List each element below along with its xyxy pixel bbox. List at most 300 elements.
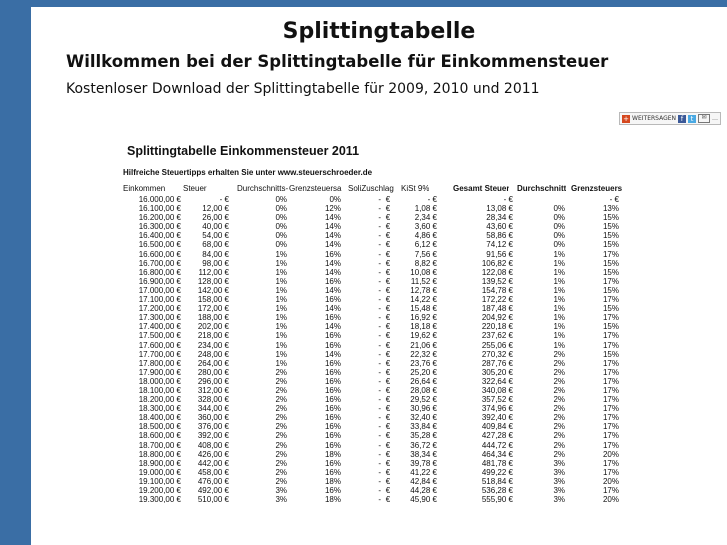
table-cell: -	[378, 376, 381, 386]
table-cell: 16%	[324, 376, 341, 386]
table-cell: -	[378, 276, 381, 286]
table-cell: 14%	[324, 213, 341, 223]
table-cell: 305,20 €	[481, 367, 513, 377]
table-cell: 38,34 €	[410, 449, 437, 459]
table-cell: 43,60 €	[486, 222, 513, 232]
table-cell: -	[378, 195, 381, 204]
table-cell: 17%	[602, 367, 619, 377]
table-cell: 16%	[324, 358, 341, 368]
mail-icon[interactable]: ✉	[698, 114, 710, 123]
table-cell: 32,40 €	[410, 413, 437, 423]
table-cell: 17.300,00 €	[138, 313, 181, 323]
table-cell: 84,00 €	[202, 249, 229, 259]
table-cell: 16%	[324, 440, 341, 450]
table-cell: 91,56 €	[486, 249, 513, 259]
table-cell: €	[385, 240, 391, 250]
facebook-icon[interactable]: f	[678, 115, 686, 123]
table-cell: €	[385, 467, 391, 477]
table-cell: €	[385, 376, 391, 386]
table-cell: 58,86 €	[486, 231, 513, 241]
table-cell: 2%	[553, 376, 565, 386]
table-cell: 16.000,00 €	[138, 195, 181, 204]
table-cell: 172,00 €	[197, 304, 229, 314]
table-cell: 17%	[602, 376, 619, 386]
table-cell: 464,34 €	[481, 449, 513, 459]
table-cell: 2%	[275, 385, 287, 395]
table-cell: 3,60 €	[414, 222, 437, 232]
table-cell: 23,76 €	[410, 358, 437, 368]
table-cell: 158,00 €	[197, 295, 229, 305]
table-cell: 0%	[275, 222, 287, 232]
table-cell: €	[385, 385, 391, 395]
table-cell: 17.800,00 €	[138, 358, 181, 368]
table-cell: 14%	[324, 285, 341, 295]
table-cell: 2%	[275, 476, 287, 486]
table-cell: 18,18 €	[410, 322, 437, 332]
table-cell: 2%	[553, 422, 565, 432]
column-header: Grenzsteuers	[571, 184, 623, 193]
table-cell: €	[385, 358, 391, 368]
table-cell: 0%	[553, 213, 565, 223]
table-cell: -	[378, 267, 381, 277]
table-cell: 16%	[324, 413, 341, 423]
table-cell: 16%	[324, 404, 341, 414]
table-cell: 237,62 €	[481, 331, 513, 341]
table-cell: 1%	[553, 295, 565, 305]
table-cell: 33,84 €	[410, 422, 437, 432]
table-cell: 17%	[602, 331, 619, 341]
table-cell: 17%	[602, 358, 619, 368]
table-cell: 1,08 €	[414, 204, 437, 214]
table-cell: 2%	[275, 440, 287, 450]
table-cell: -	[378, 258, 381, 268]
column-header: Durchschnitts-	[237, 184, 289, 193]
table-cell: 20%	[602, 476, 619, 486]
table-cell: 2%	[275, 376, 287, 386]
table-cell: 16%	[324, 385, 341, 395]
table-cell: 0%	[275, 231, 287, 241]
table-cell: €	[385, 313, 391, 323]
table-cell: 2%	[553, 440, 565, 450]
table-cell: 2%	[553, 431, 565, 441]
table-cell: 11,52 €	[410, 276, 437, 286]
table-cell: 476,00 €	[197, 476, 229, 486]
table-cell: -	[378, 322, 381, 332]
table-cell: 1%	[553, 285, 565, 295]
table-cell: €	[385, 495, 391, 505]
table-cell: 374,96 €	[481, 404, 513, 414]
table-cell: 22,32 €	[410, 349, 437, 359]
table-cell: 17%	[602, 276, 619, 286]
table-cell: 19.300,00 €	[138, 495, 181, 505]
table-cell: 154,78 €	[481, 285, 513, 295]
table-cell: 18.900,00 €	[138, 458, 181, 468]
table-cell: 17.700,00 €	[138, 349, 181, 359]
table-cell: €	[385, 258, 391, 268]
table-cell: 13,08 €	[486, 204, 513, 214]
table-cell: 3%	[553, 467, 565, 477]
table-cell: 16%	[324, 431, 341, 441]
table-cell: 2%	[275, 449, 287, 459]
table-cell: 14%	[324, 267, 341, 277]
table-cell: 10,08 €	[410, 267, 437, 277]
table-cell: 17%	[602, 458, 619, 468]
table-cell: €	[385, 276, 391, 286]
table-cell: 510,00 €	[197, 495, 229, 505]
table-cell: 68,00 €	[202, 240, 229, 250]
table-cell: 2%	[275, 467, 287, 477]
table-cell: 328,00 €	[197, 395, 229, 405]
table-cell: 42,84 €	[410, 476, 437, 486]
table-cell: 35,28 €	[410, 431, 437, 441]
table-cell: 0%	[275, 195, 287, 204]
table-cell: 0%	[329, 195, 341, 204]
table-cell: 3%	[553, 458, 565, 468]
table-cell: -	[378, 358, 381, 368]
table-cell: 17%	[602, 295, 619, 305]
table-cell: 3%	[553, 495, 565, 505]
table-cell: 12,78 €	[410, 285, 437, 295]
table-cell: 14,22 €	[410, 295, 437, 305]
column-header: Grenzsteuersa	[289, 184, 342, 193]
table-cell: 322,64 €	[481, 376, 513, 386]
table-cell: 376,00 €	[197, 422, 229, 432]
table-cell: 18.500,00 €	[138, 422, 181, 432]
table-cell: -	[378, 249, 381, 259]
column-header: Steuer	[183, 184, 207, 193]
table-cell: 16%	[324, 249, 341, 259]
table-cell: 1%	[553, 304, 565, 314]
table-cell: 1%	[275, 276, 287, 286]
table-cell: 28,34 €	[486, 213, 513, 223]
table-cell: 1%	[275, 313, 287, 323]
table-cell: 18.400,00 €	[138, 413, 181, 423]
table-cell: 19.000,00 €	[138, 467, 181, 477]
table-cell: 16%	[324, 313, 341, 323]
table-cell: 2%	[275, 431, 287, 441]
table-cell: €	[385, 195, 391, 204]
table-cell: 19.200,00 €	[138, 486, 181, 495]
table-cell: 18.100,00 €	[138, 385, 181, 395]
table-cell: 444,72 €	[481, 440, 513, 450]
table-cell: - €	[427, 195, 437, 204]
table-cell: -	[378, 422, 381, 432]
table-cell: 16%	[324, 340, 341, 350]
table-cell: 19,62 €	[410, 331, 437, 341]
table-cell: 555,90 €	[481, 495, 513, 505]
table-cell: -	[378, 440, 381, 450]
table-cell: €	[385, 367, 391, 377]
table-cell: 481,78 €	[481, 458, 513, 468]
table-cell: 20%	[602, 495, 619, 505]
table-cell: €	[385, 440, 391, 450]
table-cell: -	[378, 222, 381, 232]
table-cell: -	[378, 413, 381, 423]
table-cell: 492,00 €	[197, 486, 229, 495]
page-title: Splittingtabelle	[282, 19, 476, 44]
table-cell: 26,64 €	[410, 376, 437, 386]
table-cell: 30,96 €	[410, 404, 437, 414]
table-cell: 15%	[602, 258, 619, 268]
table-cell: 427,28 €	[481, 431, 513, 441]
table-cell: 98,00 €	[202, 258, 229, 268]
table-cell: -	[378, 285, 381, 295]
table-cell: 2%	[553, 385, 565, 395]
table-cell: 12,00 €	[202, 204, 229, 214]
table-cell: 392,40 €	[481, 413, 513, 423]
table-cell: 296,00 €	[197, 376, 229, 386]
table-cell: 172,22 €	[481, 295, 513, 305]
table-cell: 17%	[602, 422, 619, 432]
table-cell: 16%	[324, 395, 341, 405]
table-cell: 0%	[553, 222, 565, 232]
table-cell: €	[385, 486, 391, 495]
share-label: WEITERSAGEN	[632, 115, 676, 122]
table-cell: -	[378, 449, 381, 459]
table-cell: 106,82 €	[481, 258, 513, 268]
table-cell: €	[385, 476, 391, 486]
table-cell: 16%	[324, 458, 341, 468]
table-cell: 16.700,00 €	[138, 258, 181, 268]
table-cell: €	[385, 422, 391, 432]
table-cell: 340,08 €	[481, 385, 513, 395]
table-cell: -	[378, 395, 381, 405]
table-cell: €	[385, 431, 391, 441]
table-cell: 14%	[324, 222, 341, 232]
table-cell: 40,00 €	[202, 222, 229, 232]
table-cell: 12%	[324, 204, 341, 214]
table-cell: 17.600,00 €	[138, 340, 181, 350]
table-cell: -	[378, 385, 381, 395]
table-cell: 264,00 €	[197, 358, 229, 368]
table-cell: -	[378, 431, 381, 441]
table-cell: 139,52 €	[481, 276, 513, 286]
table-cell: 1%	[275, 304, 287, 314]
table-cell: 426,00 €	[197, 449, 229, 459]
table-cell: -	[378, 313, 381, 323]
table-cell: 21,06 €	[410, 340, 437, 350]
table-cell: 18.000,00 €	[138, 376, 181, 386]
table-cell: 270,32 €	[481, 349, 513, 359]
table-cell: 15,48 €	[410, 304, 437, 314]
table-cell: 14%	[324, 304, 341, 314]
column-header: KiSt 9%	[401, 184, 430, 193]
document-hint: Hilfreiche Steuertipps erhalten Sie unter www.steuerschroeder.de	[123, 168, 373, 177]
table-cell: 17%	[602, 467, 619, 477]
table-cell: 142,00 €	[197, 285, 229, 295]
table-cell: 15%	[602, 240, 619, 250]
table-cell: 36,72 €	[410, 440, 437, 450]
table-cell: 1%	[275, 331, 287, 341]
table-cell: 14%	[324, 258, 341, 268]
table-cell: 0%	[553, 231, 565, 241]
table-cell: 1%	[553, 331, 565, 341]
table-cell: -	[378, 495, 381, 505]
table-cell: 17%	[602, 340, 619, 350]
table-cell: 26,00 €	[202, 213, 229, 223]
table-cell: 18.200,00 €	[138, 395, 181, 405]
table-cell: 3%	[275, 495, 287, 505]
table-cell: 15%	[602, 231, 619, 241]
table-cell: 287,76 €	[481, 358, 513, 368]
table-cell: - €	[219, 195, 229, 204]
table-cell: -	[378, 204, 381, 214]
table-cell: 16.400,00 €	[138, 231, 181, 241]
table-cell: - €	[503, 195, 513, 204]
table-cell: 2%	[275, 395, 287, 405]
table-cell: 255,06 €	[481, 340, 513, 350]
table-cell: 74,12 €	[486, 240, 513, 250]
table-cell: 16.200,00 €	[138, 213, 181, 223]
table-cell: -	[378, 476, 381, 486]
table-cell: 2%	[553, 367, 565, 377]
table-cell: 16.500,00 €	[138, 240, 181, 250]
download-text[interactable]: Kostenloser Download der Splittingtabelle für 2009, 2010 und 2011	[66, 81, 540, 97]
table-cell: 16%	[324, 467, 341, 477]
table-cell: 2%	[275, 413, 287, 423]
table-cell: €	[385, 340, 391, 350]
table-cell: 2%	[553, 395, 565, 405]
table-cell: 1%	[553, 249, 565, 259]
table-cell: 17.100,00 €	[138, 295, 181, 305]
table-cell: 14%	[324, 349, 341, 359]
table-cell: 29,52 €	[410, 395, 437, 405]
twitter-icon[interactable]: t	[688, 115, 696, 123]
table-cell: 8,82 €	[414, 258, 437, 268]
table-cell: -	[378, 458, 381, 468]
table-cell: 442,00 €	[197, 458, 229, 468]
plus-icon: +	[623, 114, 629, 123]
table-cell: 122,08 €	[481, 267, 513, 277]
table-cell: 280,00 €	[197, 367, 229, 377]
table-cell: 15%	[602, 267, 619, 277]
table-cell: 7,56 €	[414, 249, 437, 259]
table-cell: €	[385, 231, 391, 241]
table-cell: 2%	[553, 358, 565, 368]
table-cell: 1%	[275, 358, 287, 368]
table-cell: -	[378, 304, 381, 314]
table-cell: 1%	[553, 313, 565, 323]
table-cell: 15%	[602, 222, 619, 232]
more-icon[interactable]: …	[712, 115, 718, 122]
table-cell: €	[385, 213, 391, 223]
table-cell: 0%	[553, 240, 565, 250]
table-cell: €	[385, 404, 391, 414]
table-cell: -	[378, 240, 381, 250]
table-cell: 518,84 €	[481, 476, 513, 486]
table-cell: 204,92 €	[481, 313, 513, 323]
table-cell: 112,00 €	[198, 267, 229, 277]
table-cell: 3%	[275, 486, 287, 495]
column-header: Einkommen	[123, 184, 166, 193]
table-cell: 17.400,00 €	[138, 322, 181, 332]
table-cell: 2%	[275, 422, 287, 432]
table-cell: 409,84 €	[481, 422, 513, 432]
table-cell: 18.700,00 €	[138, 440, 181, 450]
table-cell: 18%	[324, 476, 341, 486]
table-cell: 248,00 €	[197, 349, 229, 359]
table-cell: 2%	[275, 404, 287, 414]
table-cell: 2%	[275, 458, 287, 468]
table-cell: 408,00 €	[197, 440, 229, 450]
table-cell: 16%	[324, 276, 341, 286]
table-cell: 1%	[553, 322, 565, 332]
table-cell: 128,00 €	[197, 276, 229, 286]
table-cell: 1%	[553, 276, 565, 286]
table-cell: 15%	[602, 285, 619, 295]
table-cell: 1%	[553, 340, 565, 350]
table-cell: 2%	[553, 413, 565, 423]
table-cell: €	[385, 267, 391, 277]
table-cell: 25,20 €	[410, 367, 437, 377]
table-cell: 1%	[275, 295, 287, 305]
table-cell: -	[378, 331, 381, 341]
table-cell: 1%	[275, 258, 287, 268]
table-cell: -	[378, 295, 381, 305]
table-cell: €	[385, 413, 391, 423]
table-cell: 344,00 €	[197, 404, 229, 414]
table-cell: 234,00 €	[197, 340, 229, 350]
table-cell: 54,00 €	[202, 231, 229, 241]
table-cell: 20%	[602, 449, 619, 459]
table-cell: 4,86 €	[414, 231, 437, 241]
table-cell: 19.100,00 €	[138, 476, 181, 486]
table-cell: 15%	[602, 213, 619, 223]
table-cell: - €	[609, 195, 619, 204]
table-cell: -	[378, 231, 381, 241]
table-cell: 16.300,00 €	[138, 222, 181, 232]
table-cell: -	[378, 349, 381, 359]
table-cell: 1%	[275, 249, 287, 259]
table-cell: 2%	[553, 349, 565, 359]
share-button[interactable]	[619, 112, 721, 125]
table-cell: 16%	[324, 295, 341, 305]
table-cell: €	[385, 458, 391, 468]
table-cell: 6,12 €	[414, 240, 437, 250]
table-cell: 14%	[324, 231, 341, 241]
table-cell: 357,52 €	[481, 395, 513, 405]
table-cell: 458,00 €	[197, 467, 229, 477]
table-cell: €	[385, 449, 391, 459]
table-cell: 0%	[553, 204, 565, 214]
table-cell: 2%	[275, 367, 287, 377]
table-cell: 17%	[602, 440, 619, 450]
table-cell: 15%	[602, 322, 619, 332]
table-cell: 17%	[602, 313, 619, 323]
table-cell: 499,22 €	[481, 467, 513, 477]
table-cell: 0%	[275, 204, 287, 214]
table-cell: 1%	[553, 258, 565, 268]
table-cell: 2%	[553, 404, 565, 414]
table-cell: 2%	[553, 449, 565, 459]
table-cell: -	[378, 213, 381, 223]
table-cell: 188,00 €	[197, 313, 229, 323]
column-header: Gesamt Steuer	[453, 184, 510, 193]
table-cell: 16.900,00 €	[138, 276, 181, 286]
table-cell: 17.000,00 €	[138, 285, 181, 295]
table-cell: 45,90 €	[410, 495, 437, 505]
table-cell: 13%	[602, 204, 619, 214]
table-cell: €	[385, 322, 391, 332]
table-cell: 17.200,00 €	[138, 304, 181, 314]
table-cell: 392,00 €	[197, 431, 229, 441]
table-cell: 16%	[324, 367, 341, 377]
table-cell: 17%	[602, 431, 619, 441]
table-cell: 3%	[553, 486, 565, 495]
table-cell: 1%	[275, 349, 287, 359]
table-cell: 187,48 €	[481, 304, 513, 314]
table-cell: 202,00 €	[197, 322, 229, 332]
